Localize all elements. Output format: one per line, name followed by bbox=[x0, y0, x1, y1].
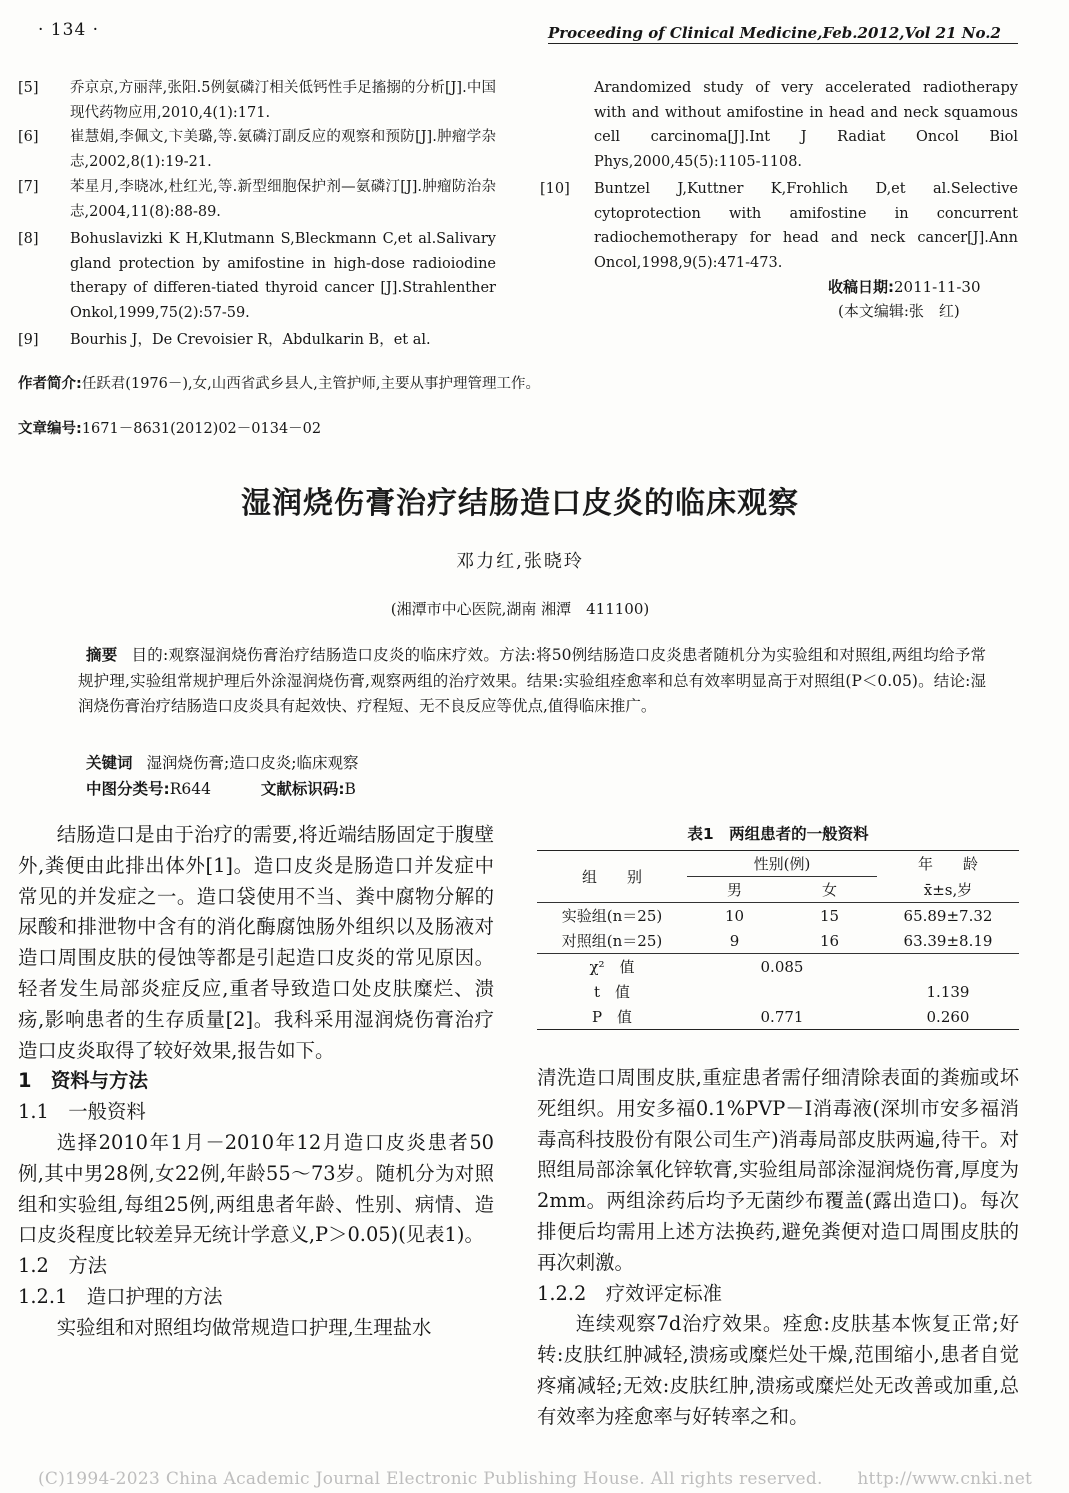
col-header-female: 女 bbox=[821, 881, 837, 899]
keywords-label: 关键词 bbox=[86, 754, 133, 772]
reference-text: 乔京京,方丽萍,张阳.5例氨磷汀相关低钙性手足搐搦的分析[J].中国现代药物应用,2010,4(1):171. bbox=[70, 80, 496, 121]
article-number-value: 1671－8631(2012)02－0134－02 bbox=[81, 421, 322, 437]
reference-item bbox=[18, 227, 496, 325]
cell-chi2-label: χ² 值 bbox=[589, 958, 635, 976]
baseline-table bbox=[537, 850, 1019, 1030]
keywords-text: 湿润烧伤膏;造口皮炎;临床观察 bbox=[146, 754, 359, 772]
col-header-group: 组 别 bbox=[581, 868, 642, 886]
author-bio-text: 任跃君(1976－),女,山西省武乡县人,主管护师,主要从事护理管理工作。 bbox=[81, 376, 540, 392]
classification bbox=[86, 777, 356, 799]
reference-number: [7] bbox=[18, 179, 39, 195]
cell-p-age: 0.260 bbox=[926, 1007, 970, 1026]
cell-male: 9 bbox=[729, 931, 740, 950]
article-authors: 邓力红,张晓玲 bbox=[456, 551, 584, 572]
subsubsection-heading: 1.2.1 造口护理的方法 bbox=[18, 1284, 223, 1308]
editor-note: (本文编辑:张 红) bbox=[838, 302, 960, 320]
col-header-age: 年 龄 bbox=[917, 855, 978, 874]
reference-item bbox=[540, 177, 1018, 275]
cell-female: 16 bbox=[819, 931, 840, 950]
journal-header: Proceeding of Clinical Medicine,Feb.2012,Vol 21 No.2 bbox=[548, 24, 1018, 44]
intro-paragraph: 结肠造口是由于治疗的需要,将近端结肠固定于腹壁外,粪便由此排出体外[1]。造口皮炎是肠造口并发症中常见的并发症之一。造口袋使用不当、粪中腐物分解的尿酸和排泄物中含有的消化酶腐蚀肠外组织以及肠液对造口周围皮肤的侵蚀等都是引起造口皮炎的常见原因。轻者发生局部炎症反应,重者导致造口处皮肤糜烂、溃疡,影响患者的生存质量[2]。我科采用湿润烧伤膏治疗造口皮炎取得了较好效果,报告如下。 bbox=[18, 823, 494, 1062]
body-left-column bbox=[18, 820, 494, 1344]
clc-value: R644 bbox=[169, 780, 211, 798]
table-row bbox=[537, 903, 1019, 929]
col-header-age-unit: x̄±s,岁 bbox=[923, 880, 973, 899]
reference-text: Bohuslavizki K H,Klutmann S,Bleckmann C,et al.Salivary gland protection by amifostine in high-dose radioiodine therapy of differen-tiated thyroid cancer [J].Strahlenther Onkol,1999,75(2):57-59. bbox=[70, 231, 496, 321]
affiliation: (湘潭市中心医院,湖南 湘潭 411100) bbox=[390, 600, 650, 618]
reference-number: [8] bbox=[18, 231, 39, 247]
reference-text: Arandomized study of very accelerated radiotherapy with and without amifostine in head and neck squamous cell carcinoma[J].Int J Radiat Oncol Biol Phys,2000,45(5):1105-1108. bbox=[594, 80, 1018, 170]
care-continued-paragraph: 清洗造口周围皮肤,重症患者需仔细清除表面的粪痂或坏死组织。用安多福0.1%PVP－I消毒液(深圳市安多福消毒高科技股份有限公司生产)消毒局部皮肤两遍,待干。对照组局部涂氧化锌软膏,实验组局部涂湿润烧伤膏,厚度为2mm。两组涂药后均予无菌纱布覆盖(露出造口)。每次排便后均需用上述方法换药,避免粪便对造口周围皮肤的再次刺激。 bbox=[537, 1066, 1019, 1274]
cell-female: 15 bbox=[819, 906, 840, 925]
body-right-column bbox=[537, 1063, 1019, 1433]
cell-t-label: t 值 bbox=[593, 983, 631, 1001]
received-value: 2011-11-30 bbox=[894, 278, 981, 296]
reference-item bbox=[18, 125, 496, 174]
reference-item bbox=[18, 328, 496, 353]
abstract-text: 目的:观察湿润烧伤膏治疗结肠造口皮炎的临床疗效。方法:将50例结肠造口皮炎患者随机分为实验组和对照组,两组均给予常规护理,实验组常规护理后外涂湿润烧伤膏,观察两组的治疗效果。结果:实验组痊愈率和总有效率明显高于对照组(P＜0.05)。结论:湿润烧伤膏治疗结肠造口皮炎具有起效快、疗程短、无不良反应等优点,值得临床推广。 bbox=[78, 646, 986, 715]
cell-age: 63.39±8.19 bbox=[903, 931, 993, 950]
subsubsection-heading: 1.2.2 疗效评定标准 bbox=[537, 1281, 723, 1305]
col-header-male: 男 bbox=[726, 881, 742, 899]
clc-label: 中图分类号: bbox=[86, 780, 170, 798]
reference-number: [5] bbox=[18, 80, 39, 96]
page-number: · 134 · bbox=[38, 20, 100, 40]
table-row-chi2 bbox=[537, 954, 1019, 980]
cell-age: 65.89±7.32 bbox=[903, 906, 993, 925]
general-data-paragraph: 选择2010年1月－2010年12月造口皮炎患者50例,其中男28例,女22例,年龄55～73岁。随机分为对照组和实验组,每组25例,两组患者年龄、性别、病情、造口皮炎程度比较差异无统计学意义,P＞0.05)(见表1)。 bbox=[18, 1130, 494, 1247]
abstract-label: 摘要 bbox=[86, 646, 118, 664]
author-bio bbox=[18, 372, 1018, 393]
reference-text: Buntzel J,Kuttner K,Frohlich D,et al.Selective cytoprotection with amifostine in concurrent radiochemotherapy for head and neck cancer[J].Ann Oncol,1998,9(5):471-473. bbox=[594, 181, 1018, 271]
criteria-paragraph: 连续观察7d治疗效果。痊愈:皮肤基本恢复正常;好转:皮肤红肿减轻,溃疡或糜烂处干燥,范围缩小,患者自觉疼痛减轻;无效:皮肤红肿,溃疡或糜烂处无改善或加重,总有效率为痊愈率与好转率之和。 bbox=[537, 1312, 1019, 1428]
reference-number: [10] bbox=[540, 181, 570, 197]
reference-item bbox=[18, 76, 496, 125]
table-row-p bbox=[537, 1004, 1019, 1030]
article-number-label: 文章编号: bbox=[18, 421, 82, 437]
doc-code-value: B bbox=[344, 780, 356, 798]
abstract bbox=[78, 643, 986, 720]
subsection-heading: 1.2 方法 bbox=[18, 1254, 108, 1278]
received-label: 收稿日期: bbox=[828, 278, 894, 296]
cell-p-label: P 值 bbox=[591, 1008, 633, 1026]
reference-text: Bourhis J，De Crevoisier R，Abdulkarin B，et al. bbox=[70, 332, 431, 348]
doc-code-label: 文献标识码: bbox=[260, 780, 345, 798]
article-title: 湿润烧伤膏治疗结肠造口皮炎的临床观察 bbox=[241, 486, 799, 521]
keywords bbox=[86, 751, 358, 773]
subsection-heading: 1.1 一般资料 bbox=[18, 1100, 146, 1124]
copyright-footer: (C)1994-2023 China Academic Journal Electronic Publishing House. All rights reserved. http://www.cnki.net bbox=[38, 1469, 1033, 1489]
cell-p-sex: 0.771 bbox=[760, 1007, 804, 1026]
cell-t-value: 1.139 bbox=[926, 982, 970, 1001]
table-title: 表1 两组患者的一般资料 bbox=[687, 825, 869, 843]
cell-male: 10 bbox=[724, 906, 745, 925]
cell-chi2-value: 0.085 bbox=[760, 957, 804, 976]
reference-item bbox=[18, 175, 496, 224]
received-date bbox=[828, 276, 980, 297]
author-bio-label: 作者简介: bbox=[18, 376, 82, 392]
section-heading: 1 资料与方法 bbox=[18, 1069, 148, 1093]
care-method-paragraph: 实验组和对照组均做常规造口护理,生理盐水 bbox=[56, 1315, 432, 1339]
reference-text: 苯星月,李晓冰,杜红光,等.新型细胞保护剂—氨磷汀[J].肿瘤防治杂志,2004,11(8):88-89. bbox=[70, 179, 496, 220]
reference-continuation bbox=[540, 76, 1018, 174]
table-row bbox=[537, 928, 1019, 954]
reference-text: 崔慧娟,李佩文,卞美璐,等.氨磷汀副反应的观察和预防[J].肿瘤学杂志,2002,8(1):19-21. bbox=[70, 129, 496, 170]
reference-number: [9] bbox=[18, 332, 39, 348]
cell-group: 对照组(n＝25) bbox=[561, 932, 663, 950]
article-number bbox=[18, 417, 321, 438]
reference-number: [6] bbox=[18, 129, 39, 145]
table-row-t bbox=[537, 979, 1019, 1004]
cell-group: 实验组(n＝25) bbox=[561, 907, 663, 925]
col-header-sex: 性别(例) bbox=[687, 851, 877, 877]
